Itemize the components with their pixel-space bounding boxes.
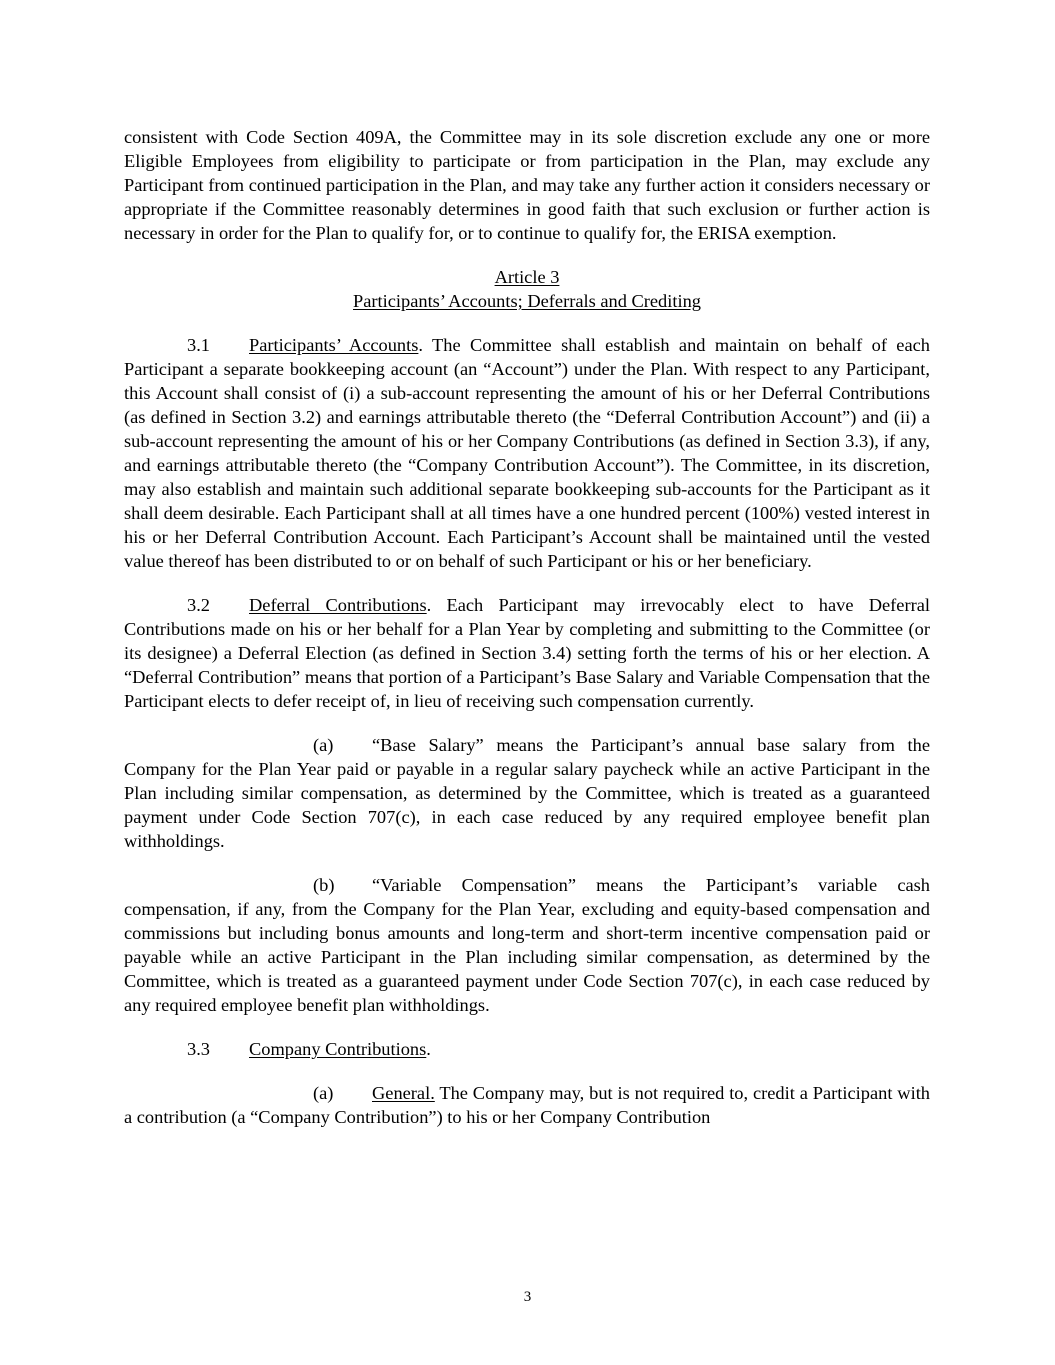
section-3-2-body: . Each Participant may irrevocably elect to have Deferral Contributions made on his or her behalf for a Plan Year by completing and submitting to the Committee (or its designee) a Deferral Election (as defined in Section 3.4) setting forth the terms of his or her election. A “Deferral Contribution” means that portion of a Participant’s Base Salary and Variable Compensation that the Participant elects to defer receipt of, in lieu of receiving such compensation currently. xyxy=(124,595,930,711)
section-3-2-b-body: “Variable Compensation” means the Participant’s variable cash compensation, if any, from the Company for the Plan Year, excluding and equity-based compensation and commissions but including bonus amounts and long-term and short-term incentive compensation paid or payable while an active Participant in the Plan including similar compensation, as determined by the Committee, which is treated as a guaranteed payment under Code Section 707(c), in each case reduced by any required employee benefit plan withholdings. xyxy=(124,875,930,1015)
section-3-2-paragraph xyxy=(124,593,930,713)
section-3-1-number: 3.1 xyxy=(187,335,210,355)
section-3-1-body: . The Committee shall establish and maintain on behalf of each Participant a separate bookkeeping account (an “Account”) under the Plan. With respect to any Participant, this Account shall consist of (i) a sub-account representing the amount of his or her Deferral Contributions (as defined in Section 3.2) and earnings attributable thereto (the “Deferral Contribution Account”) and (ii) a sub-account representing the amount of his or her Company Contributions (as defined in Section 3.3), if any, and earnings attributable thereto (the “Company Contribution Account”). The Committee, in its discretion, may also establish and maintain such additional separate bookkeeping sub-accounts for the Participant as it shall deem desirable. Each Participant shall at all times have a one hundred percent (100%) vested interest in his or her Deferral Contribution Account. Each Participant’s Account shall be maintained until the vested value thereof has been distributed to or on behalf of such Participant or his or her beneficiary. xyxy=(124,335,930,571)
section-3-3-a-label: (a) xyxy=(313,1083,334,1103)
intro-paragraph: consistent with Code Section 409A, the Committee may in its sole discretion exclude any one or more Eligible Employees from eligibility to participate or from participation in the Plan, may exclude any Participant from continued participation in the Plan, and may take any further action it considers necessary or appropriate if the Committee reasonably determines in good faith that such exclusion or further action is necessary in order for the Plan to qualify for, or to continue to qualify for, the ERISA exemption. xyxy=(124,127,930,243)
section-3-3-a-paragraph xyxy=(124,1081,930,1129)
section-3-3-tail: . xyxy=(426,1039,431,1059)
section-3-1-paragraph xyxy=(124,333,930,573)
section-3-3-a-body: The Company may, but is not required to, credit a Participant with a contribution (a “Company Contribution”) to his or her Company Contribution xyxy=(124,1083,930,1127)
section-3-3-number: 3.3 xyxy=(187,1039,210,1059)
section-3-3-heading: Company Contributions xyxy=(249,1039,427,1059)
section-3-3-a-heading: General. xyxy=(372,1083,435,1103)
section-3-2-heading: Deferral Contributions xyxy=(249,595,427,615)
page-number: 3 xyxy=(523,1289,532,1305)
article-title xyxy=(124,265,930,289)
section-3-2-number: 3.2 xyxy=(187,595,210,615)
article-subtitle-text: Participants’ Accounts; Deferrals and Crediting xyxy=(353,291,701,311)
article-title-text: Article 3 xyxy=(494,267,560,287)
document-body xyxy=(124,125,930,1129)
section-3-2-a-paragraph xyxy=(124,733,930,853)
section-3-2-a-body: “Base Salary” means the Participant’s annual base salary from the Company for the Plan Year paid or payable in a regular salary paycheck while an active Participant in the Plan including similar compensation, as determined by the Committee, which is treated as a guaranteed payment under Code Section 707(c), in each case reduced by any required employee benefit plan withholdings. xyxy=(124,735,930,851)
section-3-1-heading: Participants’ Accounts xyxy=(249,335,419,355)
section-3-2-b-label: (b) xyxy=(313,875,335,895)
section-3-2-a-label: (a) xyxy=(313,735,334,755)
article-subtitle xyxy=(124,289,930,313)
section-3-3-paragraph xyxy=(124,1037,930,1061)
section-3-2-b-paragraph xyxy=(124,873,930,1017)
